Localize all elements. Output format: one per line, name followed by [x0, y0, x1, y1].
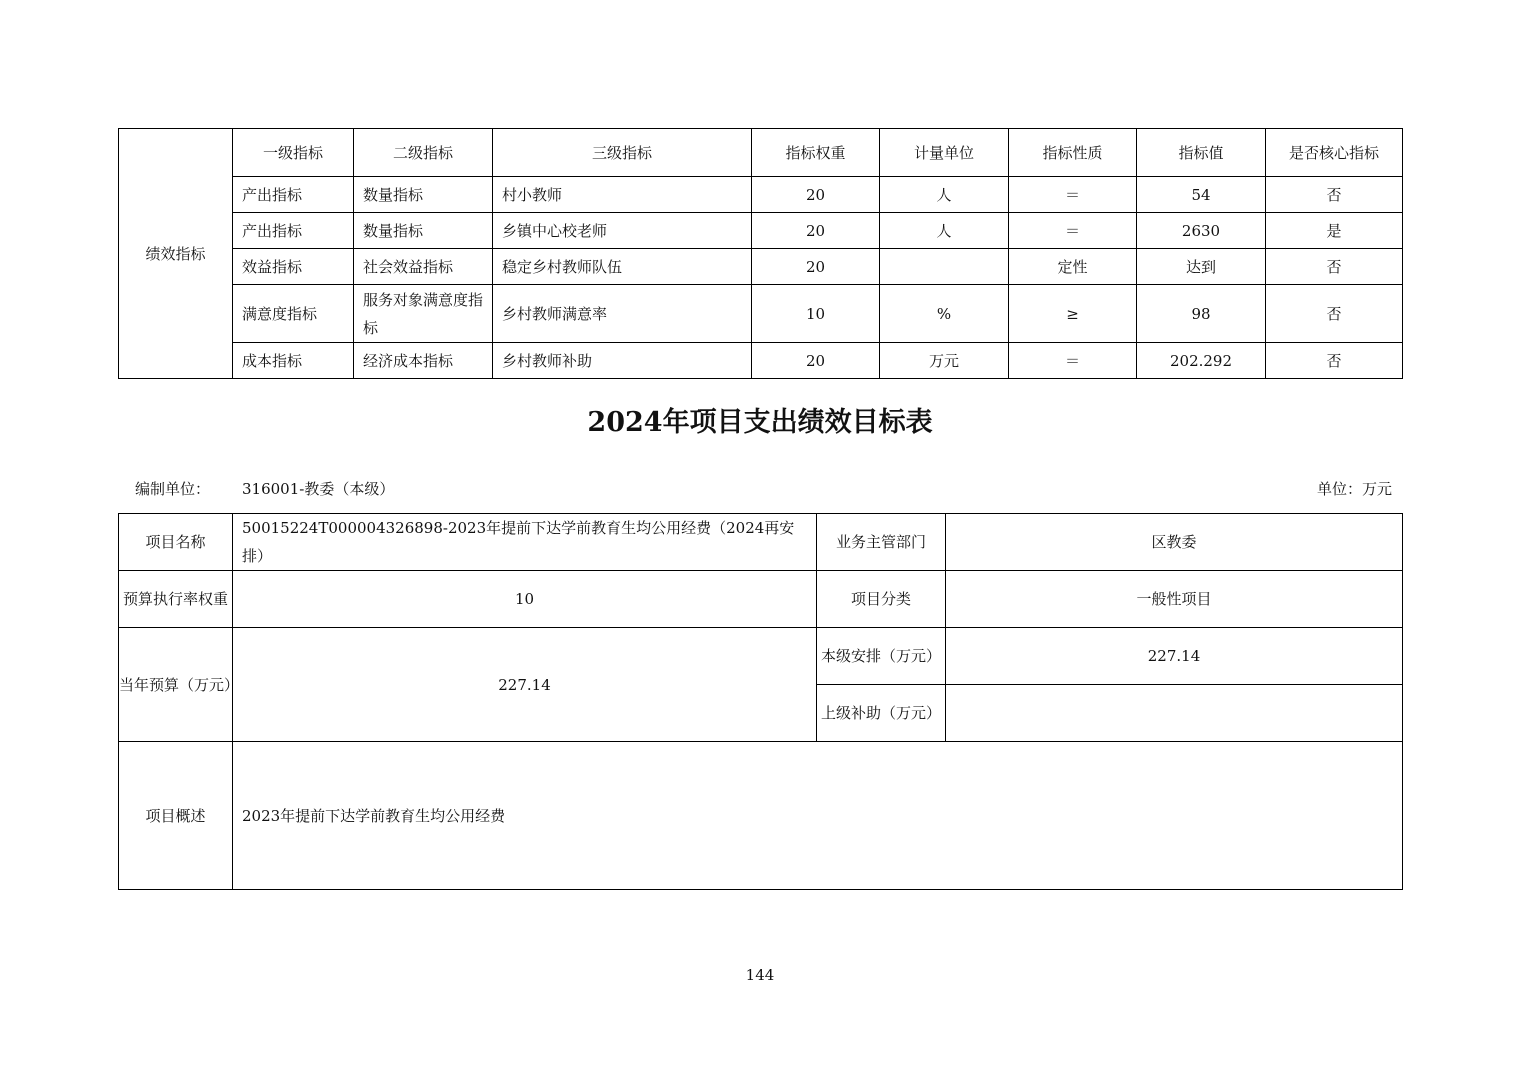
category-label: 项目分类 [817, 571, 946, 628]
subsidy-label: 上级补助（万元） [817, 685, 946, 742]
table-row [119, 343, 1403, 379]
cell-level1: 效益指标 [233, 249, 354, 285]
table-row [119, 213, 1403, 249]
cell-weight: 20 [752, 177, 880, 213]
cell-unit [880, 249, 1009, 285]
subsidy-value [946, 685, 1403, 742]
cell-level2: 数量指标 [354, 177, 493, 213]
dept-label: 业务主管部门 [817, 514, 946, 571]
cell-value: 2630 [1137, 213, 1266, 249]
cell-level2: 数量指标 [354, 213, 493, 249]
cell-weight: 20 [752, 343, 880, 379]
header-level2: 二级指标 [354, 129, 493, 177]
page-title: 2024年项目支出绩效目标表 [587, 407, 933, 438]
cell-nature: ＝ [1009, 213, 1137, 249]
project-name-value: 50015224T000004326898-2023年提前下达学前教育生均公用经费（2024再安排） [233, 514, 817, 571]
budget-label: 当年预算（万元） [119, 628, 233, 742]
cell-core: 否 [1266, 343, 1403, 379]
cell-unit: % [880, 285, 1009, 343]
cell-nature: 定性 [1009, 249, 1137, 285]
exec-rate-value: 10 [233, 571, 817, 628]
cell-nature: ＝ [1009, 177, 1137, 213]
cell-level1: 产出指标 [233, 213, 354, 249]
cell-weight: 20 [752, 213, 880, 249]
header-level1: 一级指标 [233, 129, 354, 177]
cell-value: 达到 [1137, 249, 1266, 285]
cell-unit: 人 [880, 177, 1009, 213]
cell-unit: 人 [880, 213, 1009, 249]
project-info-table [118, 513, 1403, 890]
cell-level2: 经济成本指标 [354, 343, 493, 379]
header-value: 指标值 [1137, 129, 1266, 177]
header-unit: 计量单位 [880, 129, 1009, 177]
cell-nature: ＝ [1009, 343, 1137, 379]
category-value: 一般性项目 [946, 571, 1403, 628]
cell-core: 否 [1266, 285, 1403, 343]
section-label: 绩效指标 [119, 129, 233, 379]
header-level3: 三级指标 [493, 129, 752, 177]
table-row [119, 249, 1403, 285]
cell-level3: 乡镇中心校老师 [493, 213, 752, 249]
table-row [119, 177, 1403, 213]
cell-core: 是 [1266, 213, 1403, 249]
cell-weight: 20 [752, 249, 880, 285]
cell-core: 否 [1266, 177, 1403, 213]
unit-label: 编制单位： [135, 480, 211, 498]
local-allocation-label: 本级安排（万元） [817, 628, 946, 685]
cell-value: 54 [1137, 177, 1266, 213]
cell-core: 否 [1266, 249, 1403, 285]
cell-level3: 村小教师 [493, 177, 752, 213]
unit-value: 316001-教委（本级） [242, 480, 395, 498]
summary-value: 2023年提前下达学前教育生均公用经费 [233, 742, 1403, 890]
cell-level1: 满意度指标 [233, 285, 354, 343]
budget-value: 227.14 [233, 628, 817, 742]
header-weight: 指标权重 [752, 129, 880, 177]
dept-value: 区教委 [946, 514, 1403, 571]
cell-level1: 产出指标 [233, 177, 354, 213]
currency-unit: 单位：万元 [1316, 480, 1392, 498]
cell-level3: 稳定乡村教师队伍 [493, 249, 752, 285]
local-allocation-value: 227.14 [946, 628, 1403, 685]
project-name-label: 项目名称 [119, 514, 233, 571]
header-nature: 指标性质 [1009, 129, 1137, 177]
cell-level2: 社会效益指标 [354, 249, 493, 285]
cell-unit: 万元 [880, 343, 1009, 379]
performance-indicator-table [118, 128, 1403, 379]
summary-label: 项目概述 [119, 742, 233, 890]
cell-level3: 乡村教师补助 [493, 343, 752, 379]
header-core: 是否核心指标 [1266, 129, 1403, 177]
cell-value: 202.292 [1137, 343, 1266, 379]
cell-level1: 成本指标 [233, 343, 354, 379]
page-number: 144 [745, 966, 775, 984]
cell-weight: 10 [752, 285, 880, 343]
exec-rate-label: 预算执行率权重 [119, 571, 233, 628]
table-row [119, 285, 1403, 343]
cell-nature: ≥ [1009, 285, 1137, 343]
meta-row [135, 478, 1392, 502]
cell-level3: 乡村教师满意率 [493, 285, 752, 343]
cell-level2: 服务对象满意度指标 [354, 285, 493, 343]
cell-value: 98 [1137, 285, 1266, 343]
